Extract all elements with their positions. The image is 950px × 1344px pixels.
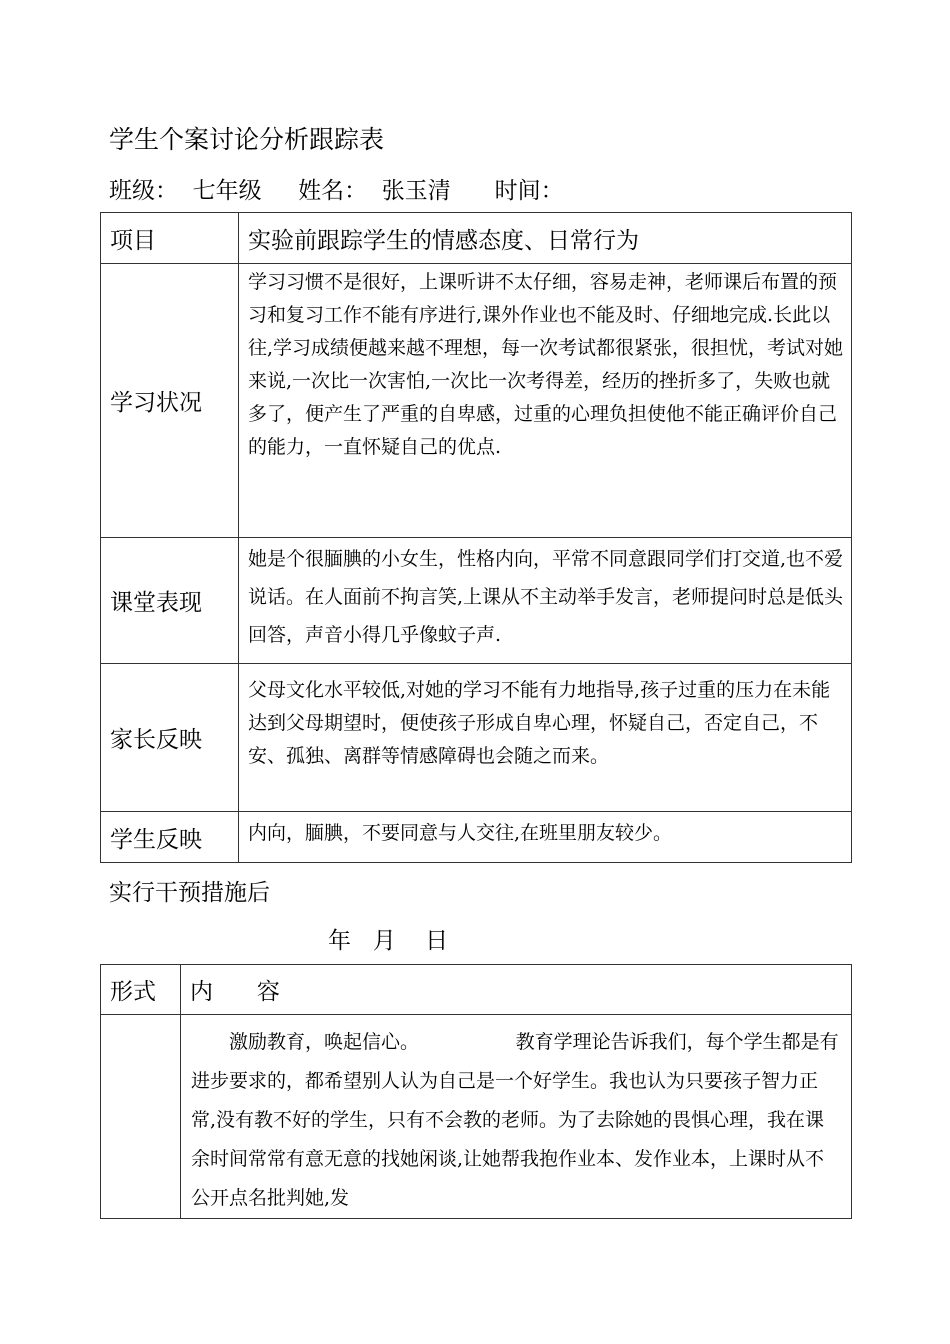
- section-title: 实行干预措施后: [109, 880, 270, 906]
- row-content-class: 她是个很腼腆的小女生，性格内向，平常不同意跟同学们打交道,也不爱说话。在人面前不拘言笑,上课从不主动举手发言，老师提问时总是低头回答，声音小得几乎像蚊子声.: [239, 538, 852, 664]
- row-label-student: 学生反映: [101, 812, 239, 863]
- row-label-parent: 家长反映: [101, 664, 239, 812]
- header-content: 内 容: [181, 965, 852, 1015]
- info-line: 班级： 七年级 姓名： 张玉清 时间：: [109, 178, 564, 204]
- tracking-table-before: [100, 212, 852, 863]
- row-label-class: 课堂表现: [101, 538, 239, 664]
- header-item: 项目: [101, 213, 239, 264]
- row-label-study: 学习状况: [101, 264, 239, 538]
- intervention-table: [100, 964, 852, 1219]
- row-content-student: 内向，腼腆，不要同意与人交往,在班里朋友较少。: [239, 812, 852, 863]
- date-line: 年 月 日: [328, 928, 449, 954]
- row-label-form: [101, 1015, 181, 1219]
- page-title: 学生个案讨论分析跟踪表: [109, 125, 385, 154]
- header-form: 形式: [101, 965, 181, 1015]
- row-content-study: 学习习惯不是很好，上课听讲不太仔细，容易走神，老师课后布置的预习和复习工作不能有序进行,课外作业也不能及时、仔细地完成.长此以往,学习成绩便越来越不理想，每一次考试都很紧张，很担忧，考试对她来说,一次比一次害怕,一次比一次考得差，经历的挫折多了，失败也就多了，便产生了严重的自卑感，过重的心理负担使他不能正确评价自己的能力，一直怀疑自己的优点.: [239, 264, 852, 538]
- row-content-intervention: 激励教育，唤起信心。 教育学理论告诉我们，每个学生都是有进步要求的，都希望别人认为自己是一个好学生。我也认为只要孩子智力正常,没有教不好的学生，只有不会教的老师。为了去除她的畏惧心理，我在课余时间常常有意无意的找她闲谈,让她帮我抱作业本、发作业本，上课时从不公开点名批判她,发: [181, 1015, 852, 1219]
- row-content-parent: 父母文化水平较低,对她的学习不能有力地指导,孩子过重的压力在未能达到父母期望时，便使孩子形成自卑心理，怀疑自己，否定自己，不安、孤独、离群等情感障碍也会随之而来。: [239, 664, 852, 812]
- header-description: 实验前跟踪学生的情感态度、日常行为: [239, 213, 852, 264]
